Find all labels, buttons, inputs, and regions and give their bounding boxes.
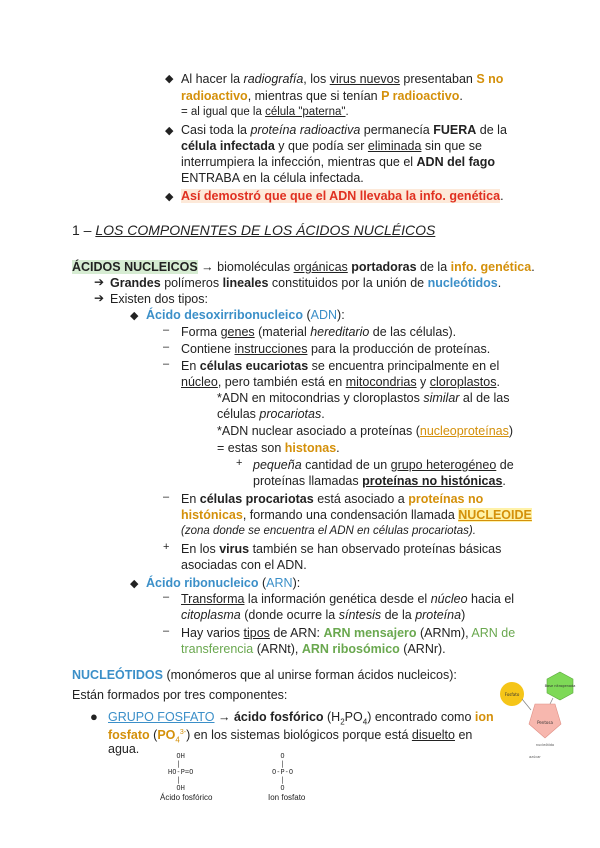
dash-bullet: –: [163, 491, 170, 503]
phosphate-label: Fosfato: [504, 692, 520, 697]
adn-heading: Ácido desoxirribonucleico (ADN):: [146, 308, 345, 322]
paragraph-proteina-line3: interrumpiera la infección, mientras que el ADN del fago: [181, 155, 496, 169]
adn-virus: En los virus también se han observado proteínas básicas: [181, 542, 502, 556]
polimeros-line: Grandes polímeros lineales constituidos por la unión de nucleótidos.: [110, 276, 502, 290]
base-label: Base nitrogenada: [544, 684, 576, 688]
formados-line: Están formados por tres componentes:: [72, 688, 288, 702]
paragraph-proteina-line4: ENTRABA en la célula infectada.: [181, 171, 364, 185]
note-no-histonicas: pequeña cantidad de un grupo heterogéneo de: [253, 458, 514, 472]
diagram-caption-1: nucleótido: [535, 743, 555, 747]
note-celula-paterna: = al igual que la célula "paterna".: [181, 106, 349, 118]
nucleotidos-heading: NUCLEÓTIDOS (monómeros que al unirse forman ácidos nucleicos):: [72, 668, 457, 682]
conclusion-highlight: Así demostró que que el ADN llevaba la info. genética.: [181, 189, 504, 203]
arn-tipos-line2: transferencia (ARNt), ARN ribosómico (ARNr).: [181, 642, 446, 656]
dash-bullet: –: [163, 341, 170, 353]
note-mitocondrias: *ADN en mitocondrias y cloroplastos similar al de las: [217, 391, 510, 405]
grupo-fosfato-line2: fosfato $(PO_4^{3-})$ en los sistemas biológicos porque está disuelto en: [108, 728, 473, 745]
diamond-bullet-icon: ◆: [165, 73, 174, 85]
note-mitocondrias-line2: células procariotas.: [217, 407, 325, 421]
dash-bullet: –: [163, 358, 170, 370]
arrow-bullet-icon: ➔: [94, 291, 105, 305]
adn-procariotas-line3: (zona donde se encuentra el ADN en células procariotas).: [181, 525, 476, 537]
dot-bullet-icon: ●: [90, 709, 98, 724]
note-no-histonicas-line2: proteínas llamadas proteínas no histónicas.: [253, 474, 506, 488]
nucleotide-diagram: [495, 668, 595, 768]
paragraph-proteina-line2: célula infectada y que podía ser eliminada sin que se: [181, 139, 482, 153]
paragraph-radiografia: Al hacer la radiografía, los virus nuevos presentaban S no: [181, 72, 504, 86]
adn-eucariotas-line2: núcleo, pero también está en mitocondrias y cloroplastos.: [181, 375, 500, 389]
note-histonas: = estas son histonas.: [217, 441, 340, 455]
phosphoric-acid-structure: OH | HO-P=O | OH: [168, 752, 194, 792]
diamond-bullet-icon: ◆: [130, 310, 139, 322]
tipos-line: Existen dos tipos:: [110, 292, 208, 306]
phosphate-ion-structure: O | O-P-O | O: [272, 752, 294, 792]
plus-bullet: +: [236, 457, 243, 469]
dash-bullet: –: [163, 324, 170, 336]
dash-bullet: –: [163, 591, 170, 603]
phosphate-ion-caption: Ion fosfato: [268, 793, 306, 802]
adn-eucariotas: En células eucariotas se encuentra principalmente en el: [181, 359, 500, 373]
adn-procariotas: En células procariotas está asociado a proteínas no: [181, 492, 484, 506]
grupo-fosfato-line: GRUPO FOSFATO → ácido fosfórico $(H_2PO_4)$ encontrado como ion: [108, 710, 494, 727]
bond-line: [522, 699, 531, 710]
diamond-bullet-icon: ◆: [165, 191, 174, 203]
arn-transforma: Transforma la información genética desde el núcleo hacia el: [181, 592, 515, 606]
arn-tipos: Hay varios tipos de ARN: ARN mensajero (ARNm), ARN de: [181, 626, 516, 640]
acidos-nucleicos-definition: ÁCIDOS NUCLEICOS → biomoléculas orgánicas portadoras de la info. genética.: [72, 260, 535, 274]
adn-genes: Forma genes (material hereditario de las células).: [181, 325, 457, 339]
sugar-label: Pentosa: [537, 720, 553, 725]
adn-procariotas-line2: histónicas, formando una condensación llamada NUCLEOIDE: [181, 508, 532, 522]
note-nucleoproteinas: *ADN nuclear asociado a proteínas (nucleoproteínas): [217, 424, 514, 438]
paragraph-radiografia-line2: radioactivo, mientras que si tenían P radioactivo.: [181, 89, 463, 103]
adn-virus-line2: asociadas con el ADN.: [181, 558, 307, 572]
diamond-bullet-icon: ◆: [165, 125, 174, 137]
diagram-caption-2: azúcar: [529, 755, 541, 759]
arrow-bullet-icon: ➔: [94, 275, 105, 289]
dash-bullet: –: [163, 625, 170, 637]
arn-transforma-line2: citoplasma (donde ocurre la síntesis de la proteína): [181, 608, 466, 622]
adn-instrucciones: Contiene instrucciones para la producción de proteínas.: [181, 342, 491, 356]
section-title: 1 – LOS COMPONENTES DE LOS ÁCIDOS NUCLÉICOS: [72, 222, 436, 238]
plus-bullet: +: [163, 541, 170, 553]
arn-heading: Ácido ribonucleico (ARN):: [146, 576, 301, 590]
phosphoric-acid-caption: Ácido fosfórico: [160, 793, 213, 802]
diamond-bullet-icon: ◆: [130, 578, 139, 590]
paragraph-proteina: Casi toda la proteína radioactiva permanecía FUERA de la: [181, 123, 507, 137]
grupo-fosfato-line3: agua.: [108, 742, 140, 756]
